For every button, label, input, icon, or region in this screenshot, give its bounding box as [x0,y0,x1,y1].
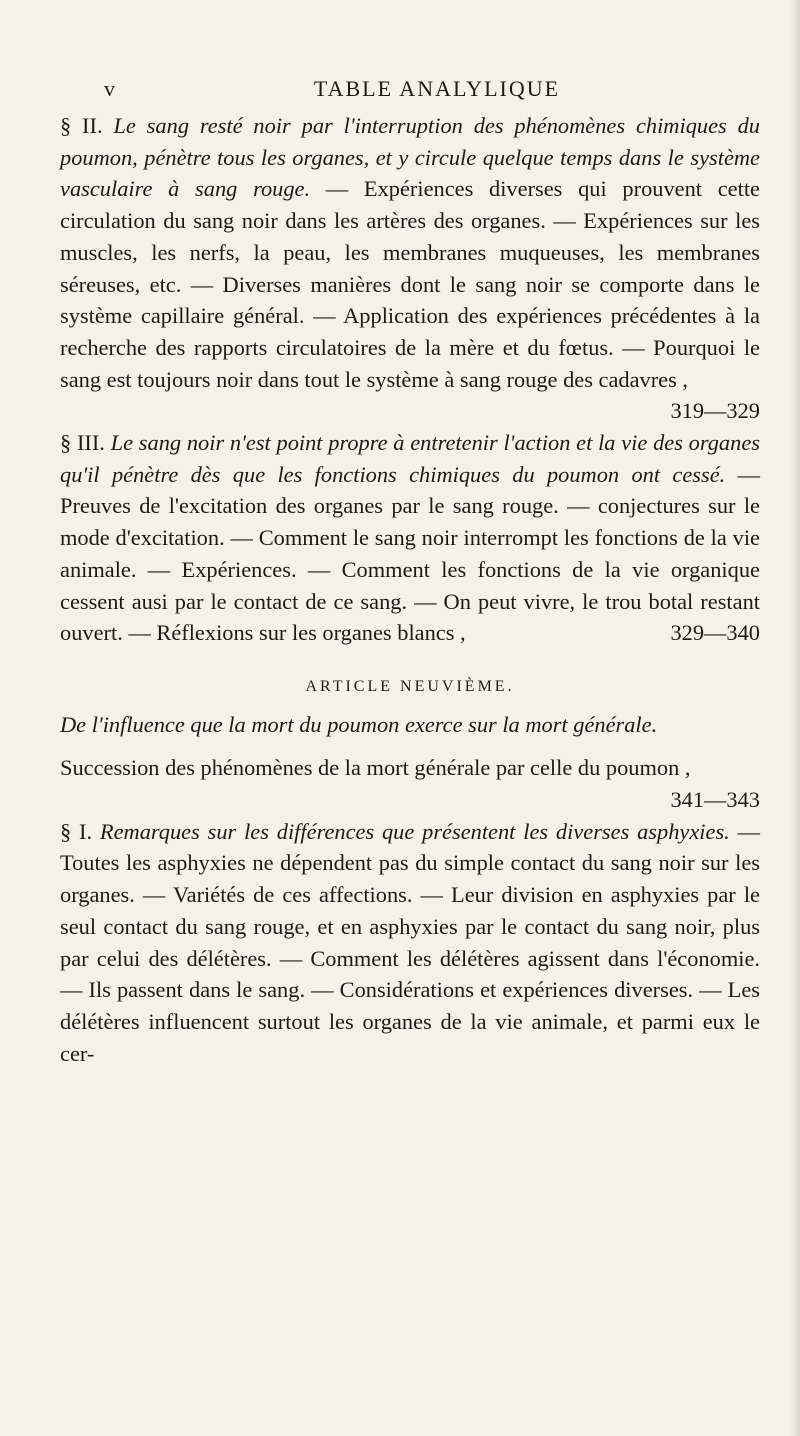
section-2-pages: 319—329 [670,398,760,424]
folio-number: v [104,76,116,101]
succession-text: Succession des phénomènes de la mort générale par celle du poumon , [60,755,691,781]
section-3 [60,427,760,649]
section-2-body: — Expériences diverses qui prouvent cette circulation du sang noir dans les artères des organes. — Expériences sur les muscles, les nerfs, la peau, les membranes muqueuses, les membranes séreuses, etc. — Diverses manières dont le sang noir se comporte dans le système capillaire général. — Application des expériences précédentes à la recherche des rapports circulatoires de la mère et du fœtus. — Pourquoi le sang est toujours noir dans tout le système à sang rouge des cadavres , [60,176,760,392]
page-edge [790,0,800,1436]
succession-entry [60,752,760,815]
section-1-title: Remarques sur les différences que présentent les diverses asphyxies. [99,818,730,844]
section-3-pages: 329—340 [670,620,760,646]
page-header [104,76,770,106]
succession-pages: 341—343 [670,787,760,813]
article-heading: ARTICLE NEUVIÈME. [305,677,515,695]
section-1-mark: § I. [60,818,93,844]
section-3-body: — Preuves de l'excitation des organes par le sang rouge. — conjectures sur le mode d'excitation. — Comment le sang noir interrompt les fonctions de la vie animale. — Expériences. — Comment les fonctions de la vie organique cessent ausi par le contact de ce sang. — On peut vivre, le trou botal restant ouvert. — Réflexions sur les organes blancs , [60,461,760,646]
section-1-body: — Toutes les asphyxies ne dépendent pas du simple contact du sang noir sur les organes. — Variétés de ces affections. — Leur division en asphyxies par le seul contact du sang rouge, et en asphyxies par le contact du sang noir, plus par celui des délétères. — Comment les délétères agissent dans l'économie. — Ils passent dans le sang. — Considérations et expériences diverses. — Les délétères influencent surtout les organes de la vie animale, et parmi eux le cer- [60,818,760,1066]
section-2-title: Le sang resté noir par l'interruption des phénomènes chimiques du poumon, pénètre tous les organes, et y circule quelque temps dans le système vasculaire à sang rouge. [60,113,760,202]
section-2-mark: § II. [60,113,103,138]
article-title: De l'influence que la mort du poumon exerce sur la mort générale. [60,711,658,737]
section-3-mark: § III. [60,430,105,456]
section-1 [60,816,760,1070]
table-body [60,110,760,1069]
running-title: TABLE ANALYLIQUE [313,76,561,101]
section-3-title: Le sang noir n'est point propre à entretenir l'action et la vie des organes qu'il pénètre dès que les fonctions chimiques du poumon ont cessé. [60,430,760,487]
section-2 [60,110,760,427]
